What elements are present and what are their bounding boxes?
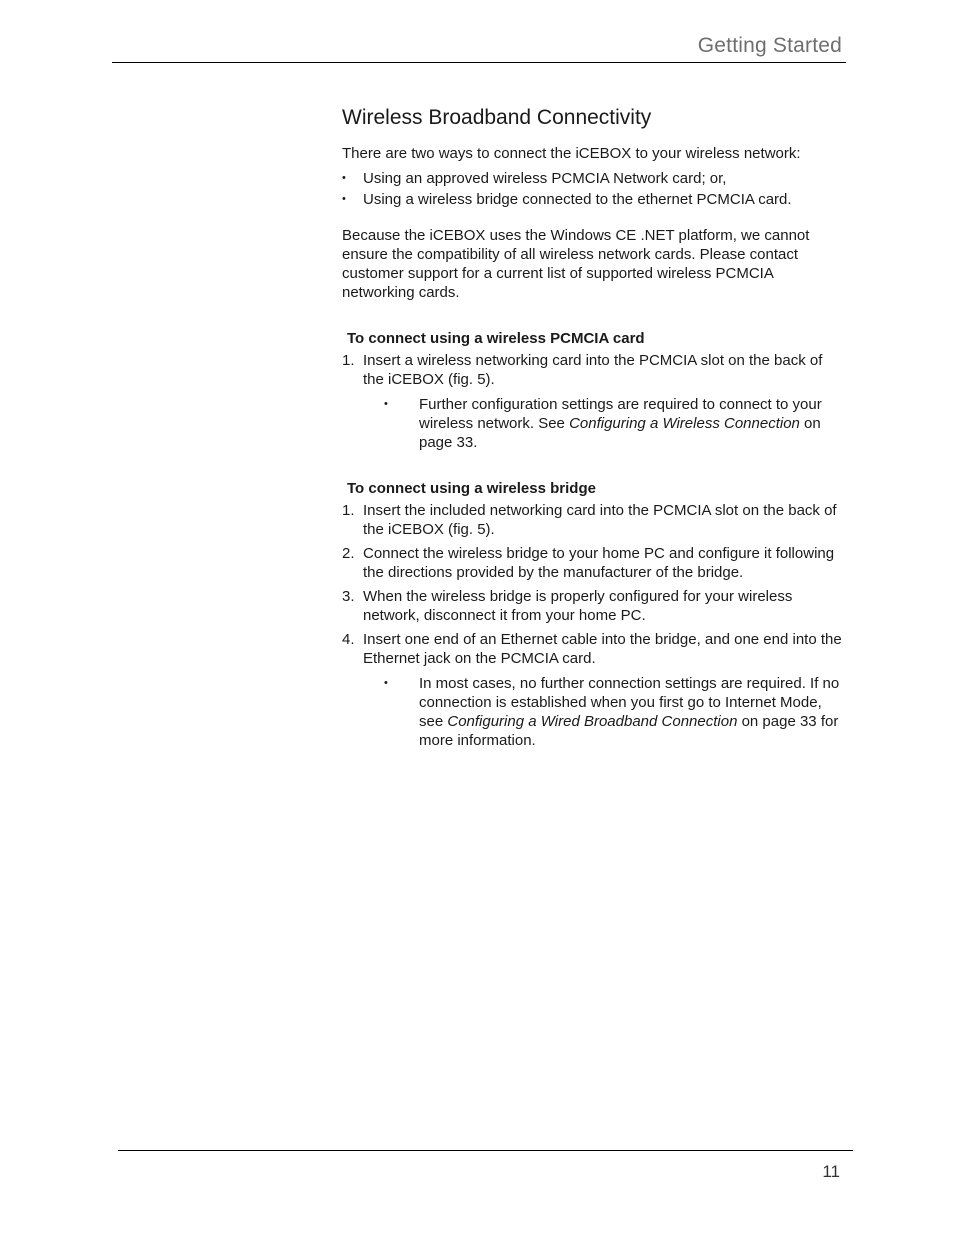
bullet-dot: • — [384, 398, 388, 410]
step-number: 1. — [342, 352, 355, 369]
step-text: Insert the included networking card into the PCMCIA slot on the back of the iCEBOX (fig. 5). — [363, 502, 837, 538]
bullet-dot: • — [384, 677, 388, 689]
step-number: 2. — [342, 545, 355, 562]
bridge-note — [384, 674, 842, 750]
pcmcia-heading: To connect using a wireless PCMCIA card — [347, 330, 645, 347]
compatibility-paragraph: Because the iCEBOX uses the Windows CE .NET platform, we cannot ensure the compatibility of all wireless network cards. Please contact customer support for a current list of supported wireless PCMCIA networking cards. — [342, 227, 810, 301]
note-text-before: In most cases, no further connection settings are required. If no connection is established when you first go to Internet Mode, see — [419, 675, 840, 730]
step-text: When the wireless bridge is properly configured for your wireless network, disconnect it from your home PC. — [363, 588, 793, 624]
pcmcia-note — [384, 395, 842, 452]
intro-text: There are two ways to connect the iCEBOX to your wireless network: — [342, 145, 801, 162]
step-number: 1. — [342, 502, 355, 519]
note-text-before: Further configuration settings are required to connect to your wireless network. See — [419, 396, 822, 432]
step-text: Insert one end of an Ethernet cable into the bridge, and one end into the Ethernet jack on the PCMCIA card. — [363, 631, 842, 667]
header-title: Getting Started — [697, 34, 842, 57]
section-title: Wireless Broadband Connectivity — [342, 106, 652, 129]
note-text-after: on page 33 for more information. — [419, 713, 839, 749]
step-text: Connect the wireless bridge to your home PC and configure it following the directions provided by the manufacturer of the bridge. — [363, 545, 835, 581]
list-item — [342, 544, 842, 582]
list-item: • Using a wireless bridge connected to the ethernet PCMCIA card. — [342, 190, 842, 209]
bridge-heading: To connect using a wireless bridge — [347, 480, 596, 497]
step-number: 3. — [342, 588, 355, 605]
cross-reference-wireless: Configuring a Wireless Connection — [569, 415, 800, 432]
pcmcia-steps — [342, 351, 842, 452]
list-item — [342, 501, 842, 539]
bridge-steps — [342, 501, 842, 750]
list-item — [342, 630, 842, 750]
connection-methods-list — [342, 169, 842, 209]
cross-reference-wired: Configuring a Wired Broadband Connection — [447, 713, 738, 730]
footer-rule — [118, 1150, 853, 1151]
note-text-after: on page 33. — [419, 415, 821, 451]
step-text: Insert a wireless networking card into the PCMCIA slot on the back of the iCEBOX (fig. 5). — [363, 352, 823, 388]
main-content — [342, 104, 842, 755]
list-item — [342, 587, 842, 625]
page-number: 11 — [822, 1162, 840, 1181]
step-number: 4. — [342, 631, 355, 648]
list-item: • Using an approved wireless PCMCIA Network card; or, — [342, 169, 842, 188]
list-item — [342, 351, 842, 452]
header-rule — [112, 62, 846, 63]
